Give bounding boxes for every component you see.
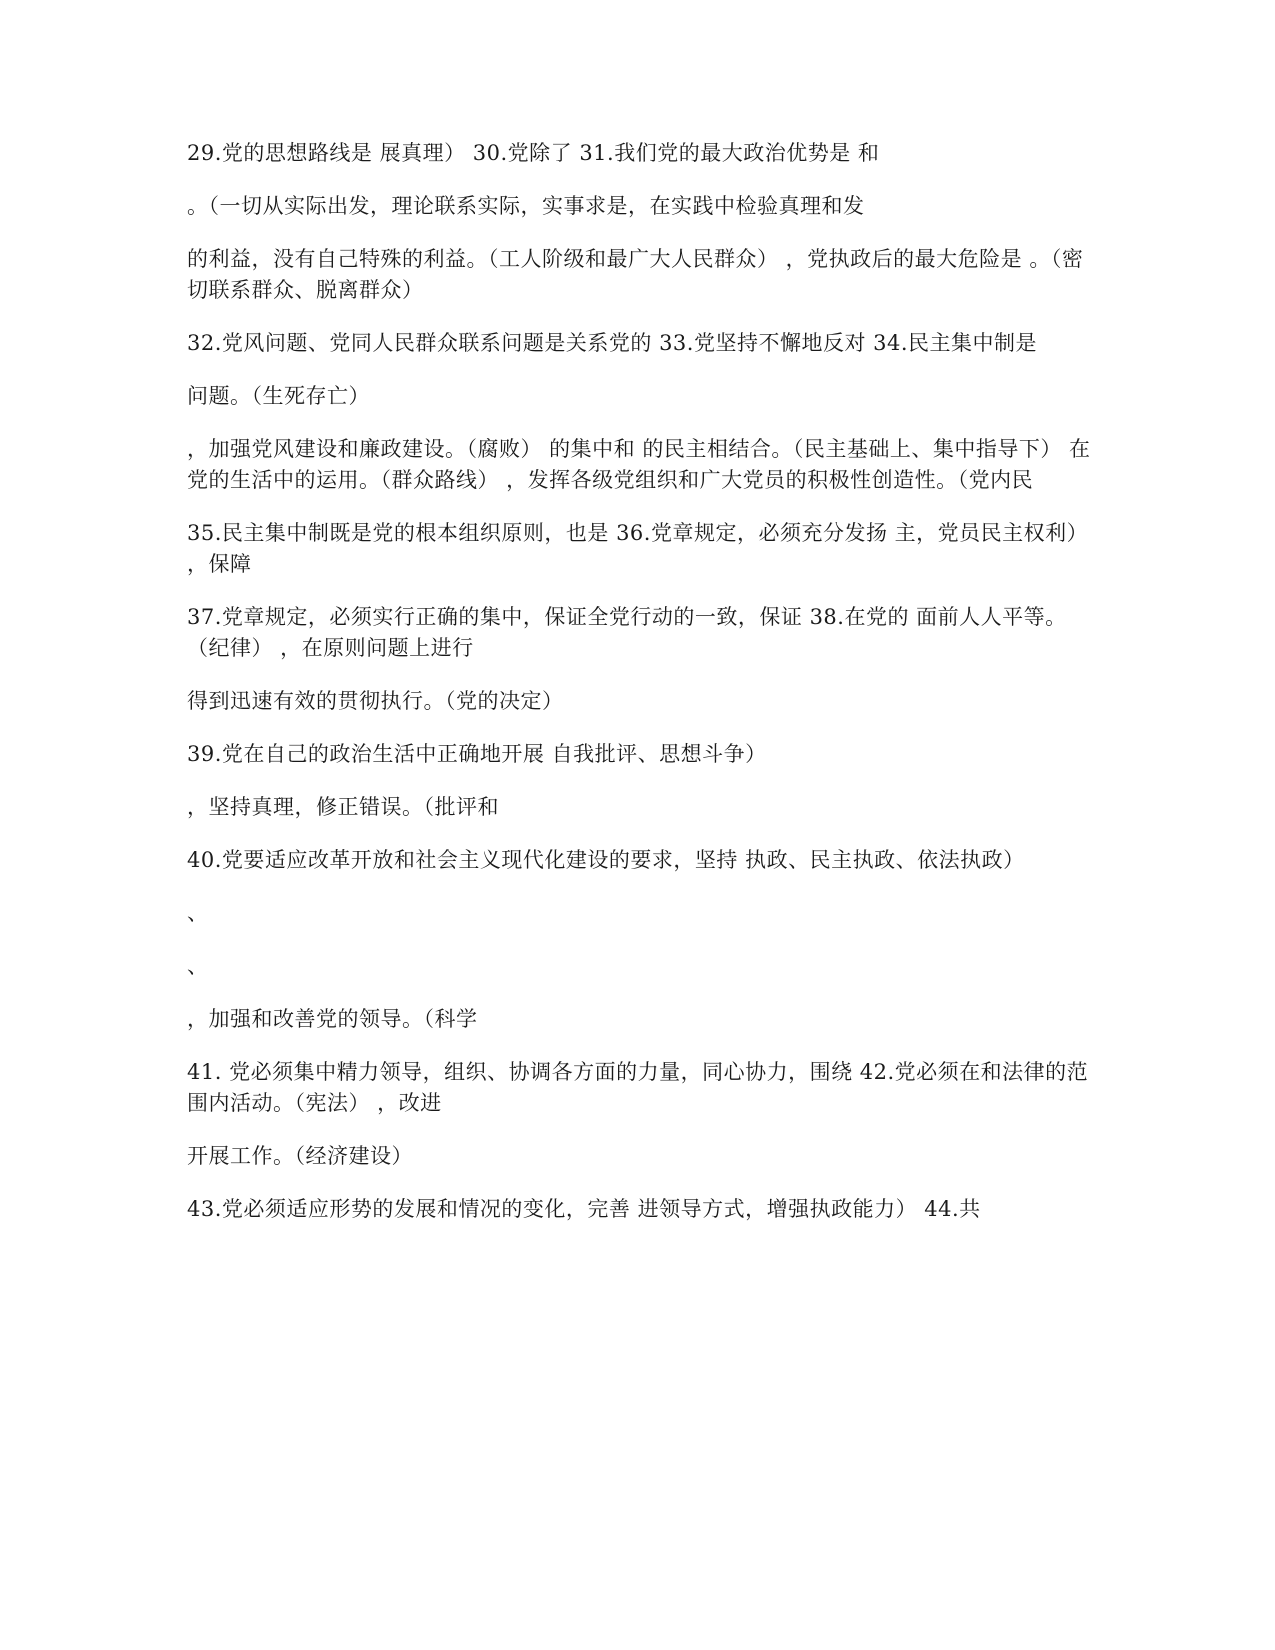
paragraph-q35-36: 35.民主集中制既是党的根本组织原则，也是 36.党章规定，必须充分发扬 主，党员民主权利） ，保障 [187,521,1096,576]
paragraph-q37-38: 37.党章规定，必须实行正确的集中，保证全党行动的一致，保证 38.在党的 面前人人平等。（纪律） ，在原则问题上进行 [187,605,1067,660]
paragraph-answer-37: 得到迅速有效的贯彻执行。（党的决定） [187,689,564,713]
paragraph-answer-32: 问题。（生死存亡） [187,384,370,408]
paragraph-q29-31: 29.党的思想路线是 展真理） 30.党除了 31.我们党的最大政治优势是 和 [187,141,880,165]
paragraph-answer-29: 。（一切从实际出发，理论联系实际，实事求是，在实践中检验真理和发 [187,194,865,218]
paragraph-q40: 40.党要适应改革开放和社会主义现代化建设的要求，坚持 执政、民主执政、依法执政） [187,848,1025,872]
paragraph-q41-42: 41. 党必须集中精力领导，组织、协调各方面的力量，同心协力，围绕 42.党必须在和法律的范围内活动。（宪法） ，改进 [187,1060,1089,1115]
paragraph-comma-2: 、 [187,954,209,978]
paragraph-answer-40: ，加强和改善党的领导。（科学 [187,1007,478,1031]
paragraph-q43-44: 43.党必须适应形势的发展和情况的变化，完善 进领导方式，增强执政能力） 44.共 [187,1197,981,1221]
paragraph-q39: 39.党在自己的政治生活中正确地开展 自我批评、思想斗争） [187,742,767,766]
document-body [187,138,1097,1247]
paragraph-q32-34: 32.党风问题、党同人民群众联系问题是关系党的 33.党坚持不懈地反对 34.民主集中制是 [187,331,1038,355]
paragraph-comma-1: 、 [187,901,209,925]
paragraph-answer-39: ，坚持真理，修正错误。（批评和 [187,795,499,819]
paragraph-answer-33-34: ，加强党风建设和廉政建设。（腐败） 的集中和 的民主相结合。（民主基础上、集中指导下） 在党的生活中的运用。（群众路线） ，发挥各级党组织和广大党员的积极性创造性。（党内民 [187,437,1091,492]
paragraph-answer-30-31: 的利益，没有自己特殊的利益。（工人阶级和最广大人民群众） ，党执政后的最大危险是 。（密切联系群众、脱离群众） [187,247,1084,302]
paragraph-answer-41: 开展工作。（经济建设） [187,1144,413,1168]
